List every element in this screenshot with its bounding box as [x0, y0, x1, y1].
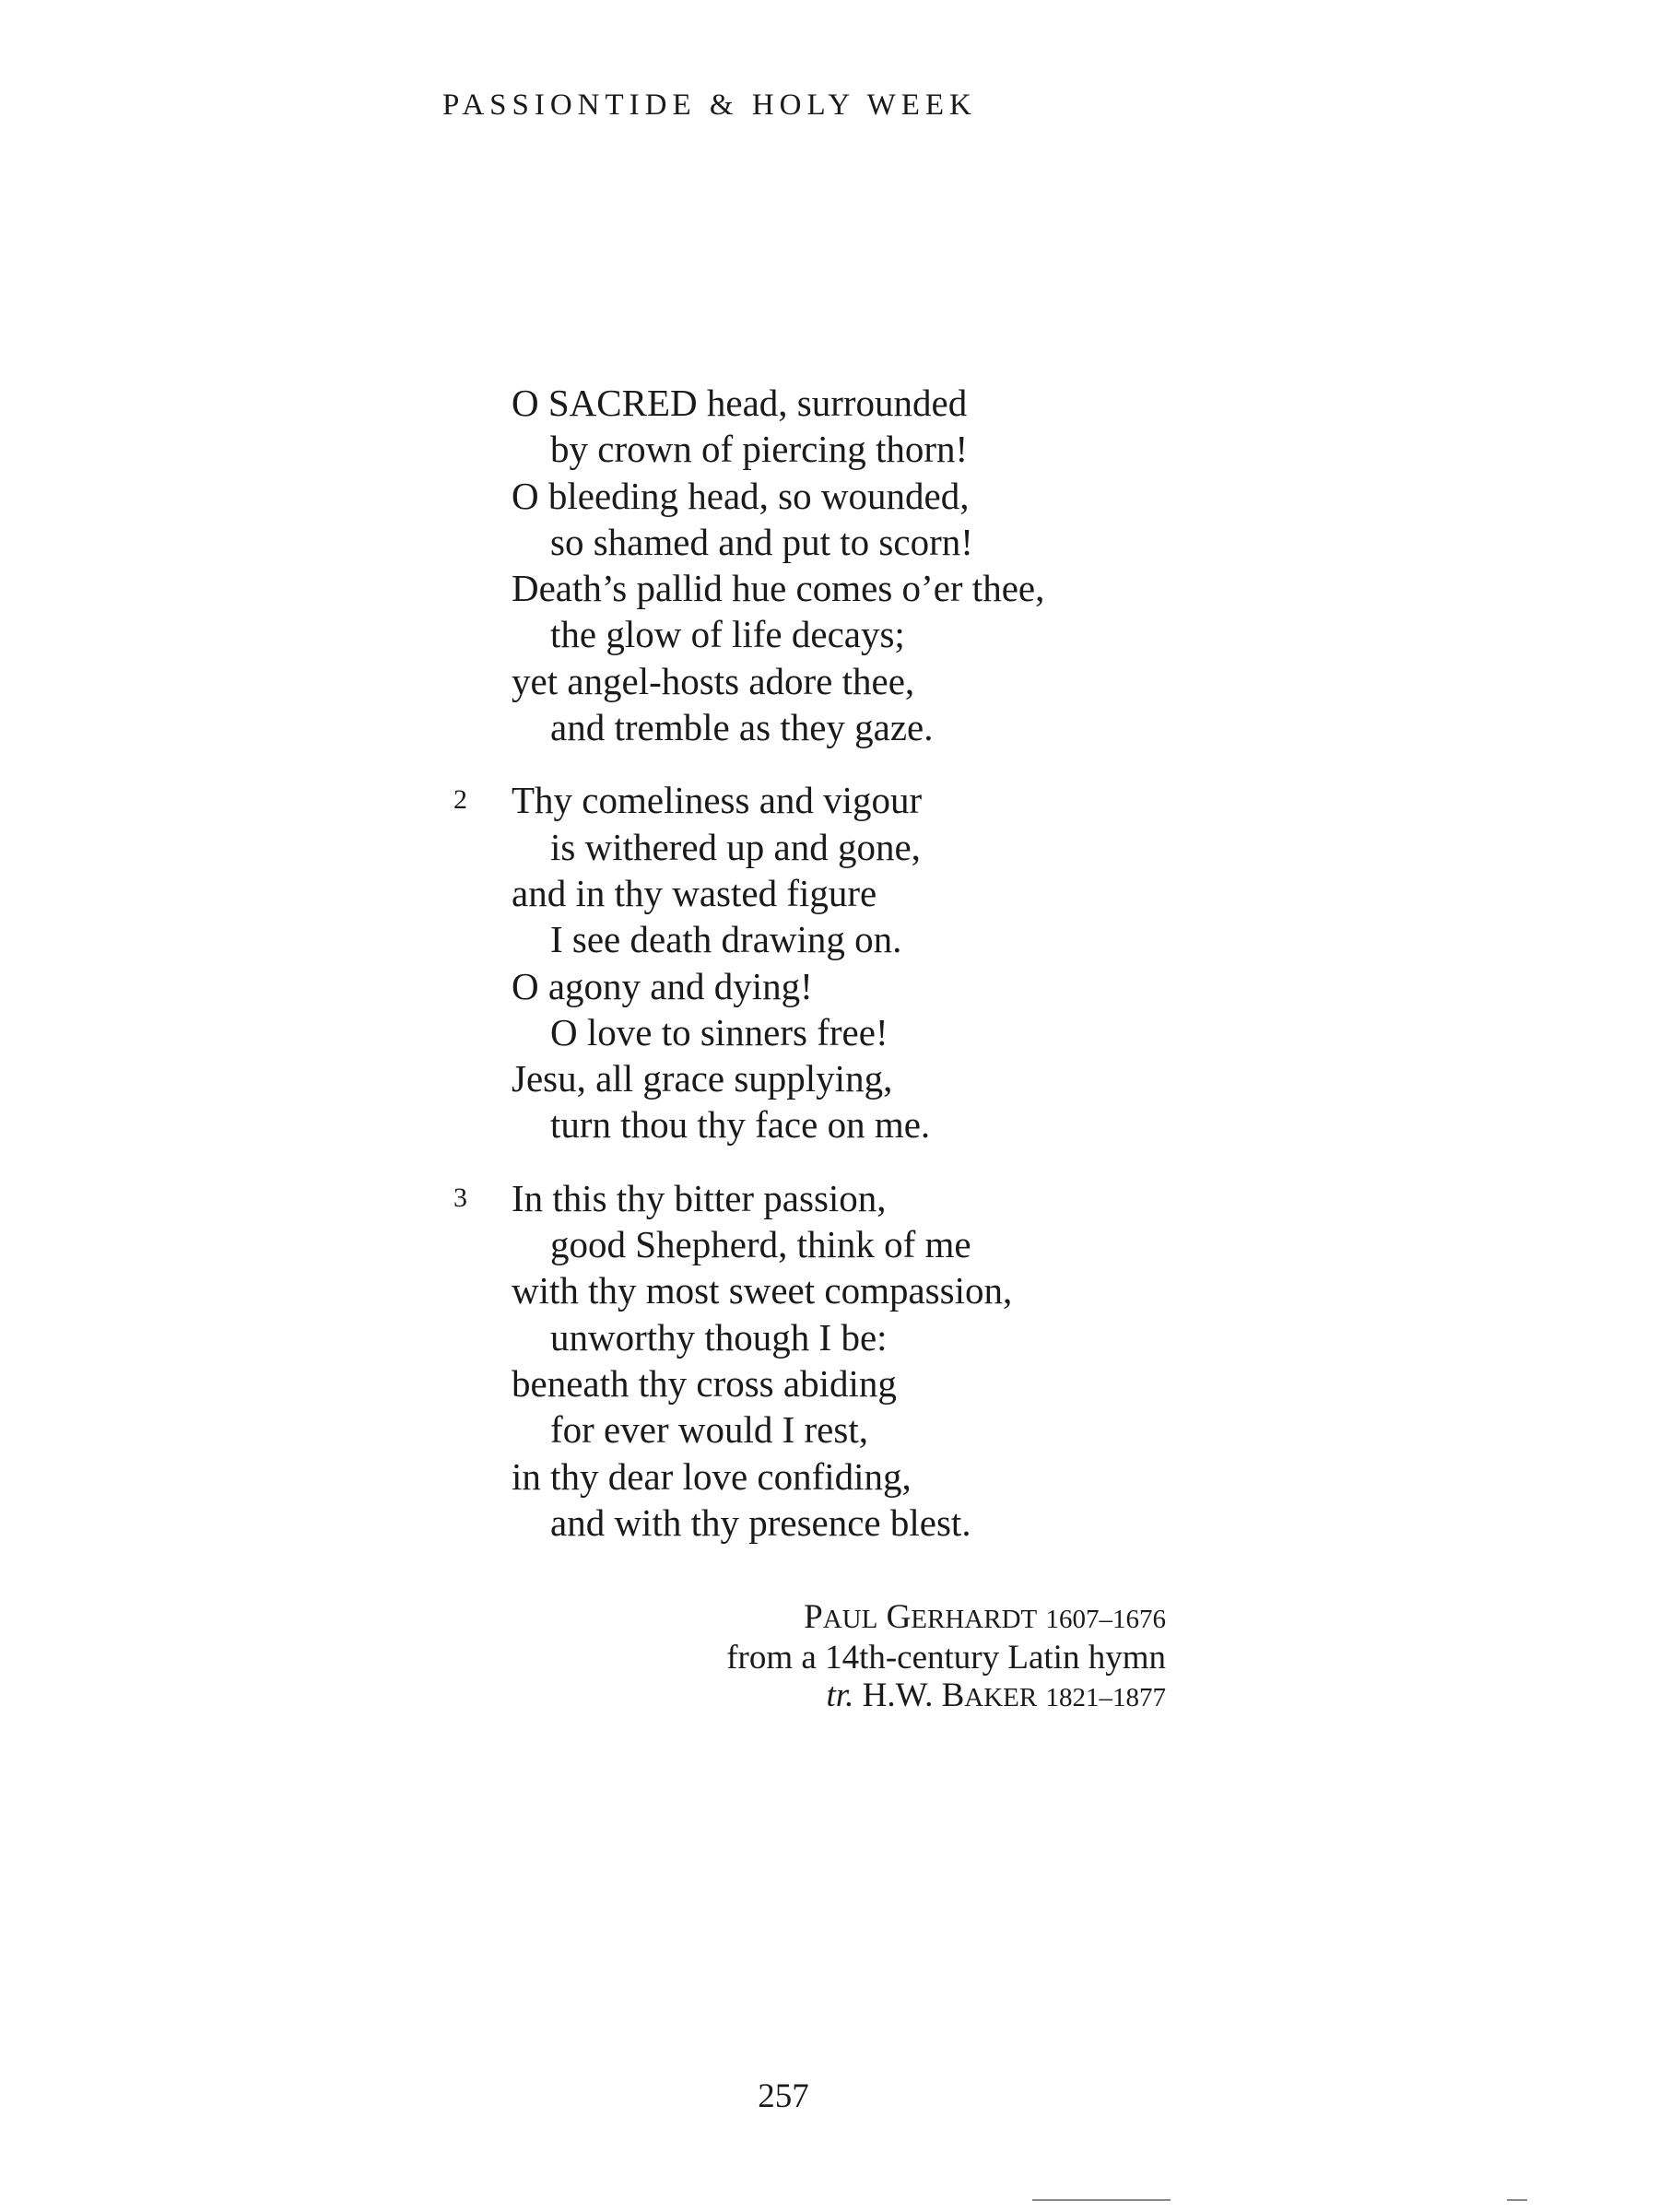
translator-dates: 1821–1877 [1045, 1683, 1166, 1712]
translator-initial: B [941, 1677, 965, 1714]
verse-line: is withered up and gone, [550, 825, 921, 868]
translator-line [726, 1677, 1166, 1717]
attribution [726, 1598, 1166, 1717]
verse-line: by crown of piercing thorn! [550, 428, 969, 471]
verse-line: and in thy wasted figure [512, 871, 877, 914]
hymn-text [0, 380, 1659, 1572]
verse-line: Death’s pallid hue comes o’er thee, [512, 567, 1045, 610]
verse-line: yet angel-hosts adore thee, [512, 659, 915, 702]
verse-line: so shamed and put to scorn! [550, 520, 973, 563]
verse-line: good Shepherd, think of me [550, 1223, 971, 1266]
author-initial: P [804, 1598, 823, 1636]
verse-line: for ever would I rest, [550, 1408, 868, 1452]
verse-line: O agony and dying! [512, 964, 813, 1007]
author-smallcaps: ERHARDT [911, 1605, 1038, 1634]
verse-line: Thy comeliness and vigour [512, 779, 923, 822]
author-smallcaps: AUL [822, 1605, 878, 1634]
verse-number: 2 [453, 784, 467, 816]
footer-rule [1032, 2199, 1171, 2201]
verse-line: O love to sinners free! [550, 1010, 888, 1053]
verse-number: 3 [453, 1182, 467, 1213]
author-line [726, 1598, 1166, 1639]
verse-line: Jesu, all grace supplying, [512, 1057, 893, 1100]
verse-line: in thy dear love confiding, [512, 1454, 912, 1498]
verse-line: turn thou thy face on me. [550, 1103, 931, 1147]
verse-line: O SACRED head, surrounded [512, 382, 968, 424]
verse-1 [0, 380, 1659, 750]
translator-initials: H.W. [862, 1677, 934, 1714]
author-initial: G [886, 1598, 912, 1636]
source-line: from a 14th-century Latin hymn [726, 1639, 1166, 1677]
running-head: PASSIONTIDE & HOLY WEEK [442, 88, 977, 122]
translator-prefix: tr. [826, 1677, 854, 1714]
verse-line: the glow of life decays; [550, 613, 905, 656]
verse-3 [0, 1175, 1659, 1546]
verse-line: O bleeding head, so wounded, [512, 474, 970, 517]
verse-2 [0, 777, 1659, 1147]
verse-line: I see death drawing on. [550, 918, 902, 961]
verse-line: beneath thy cross abiding [512, 1361, 897, 1405]
verse-line: and with thy presence blest. [550, 1500, 971, 1544]
translator-smallcaps: AKER [964, 1683, 1038, 1712]
author-dates: 1607–1676 [1045, 1605, 1166, 1634]
verse-line: and tremble as they gaze. [550, 706, 934, 749]
verse-line: In this thy bitter passion, [512, 1176, 887, 1219]
verse-line: with thy most sweet compassion, [512, 1269, 1013, 1312]
verse-line: unworthy though I be: [550, 1315, 888, 1359]
page-number: 257 [758, 2077, 809, 2115]
footer-rule [1507, 2199, 1527, 2201]
